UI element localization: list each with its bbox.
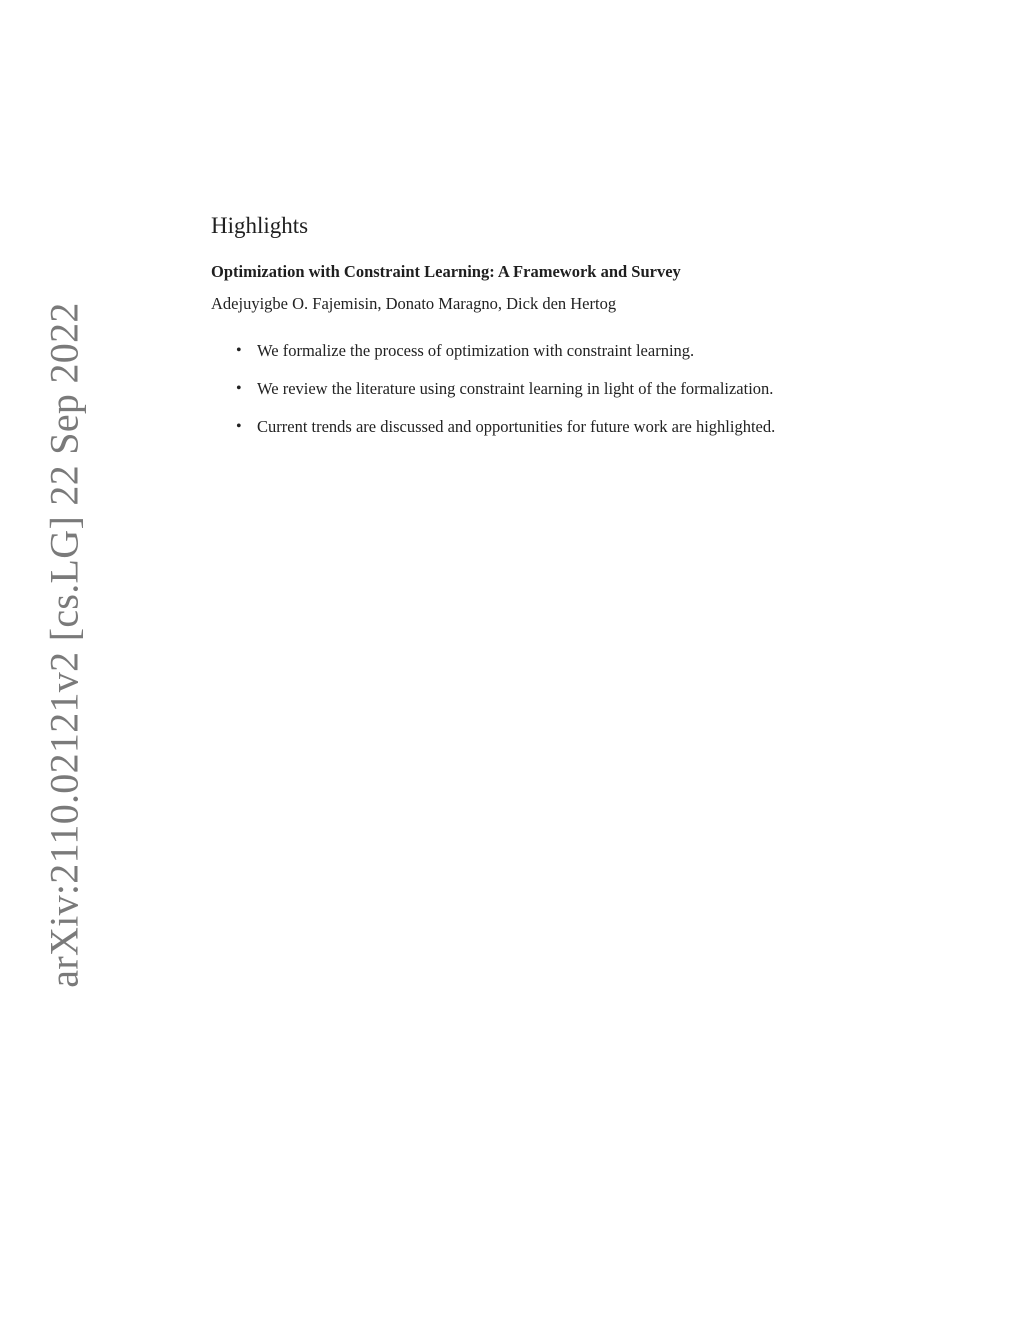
arxiv-identifier: arXiv:2110.02121v2 [cs.LG] 22 Sep 2022 bbox=[41, 302, 87, 988]
bullet-icon: • bbox=[236, 418, 242, 435]
highlights-list bbox=[236, 340, 811, 454]
highlight-item bbox=[236, 378, 811, 400]
highlight-item bbox=[236, 416, 811, 438]
highlight-item bbox=[236, 340, 811, 362]
paper-title: Optimization with Constraint Learning: A Framework and Survey bbox=[211, 262, 681, 281]
highlight-text: We formalize the process of optimization with constraint learning. bbox=[257, 341, 695, 360]
highlight-text: Current trends are discussed and opportunities for future work are highlighted. bbox=[257, 417, 776, 436]
bullet-icon: • bbox=[236, 342, 242, 359]
highlights-heading: Highlights bbox=[211, 213, 309, 238]
bullet-icon: • bbox=[236, 380, 242, 397]
highlight-text: We review the literature using constraint learning in light of the formalization. bbox=[257, 379, 774, 398]
paper-authors: Adejuyigbe O. Fajemisin, Donato Maragno, Dick den Hertog bbox=[211, 294, 617, 313]
